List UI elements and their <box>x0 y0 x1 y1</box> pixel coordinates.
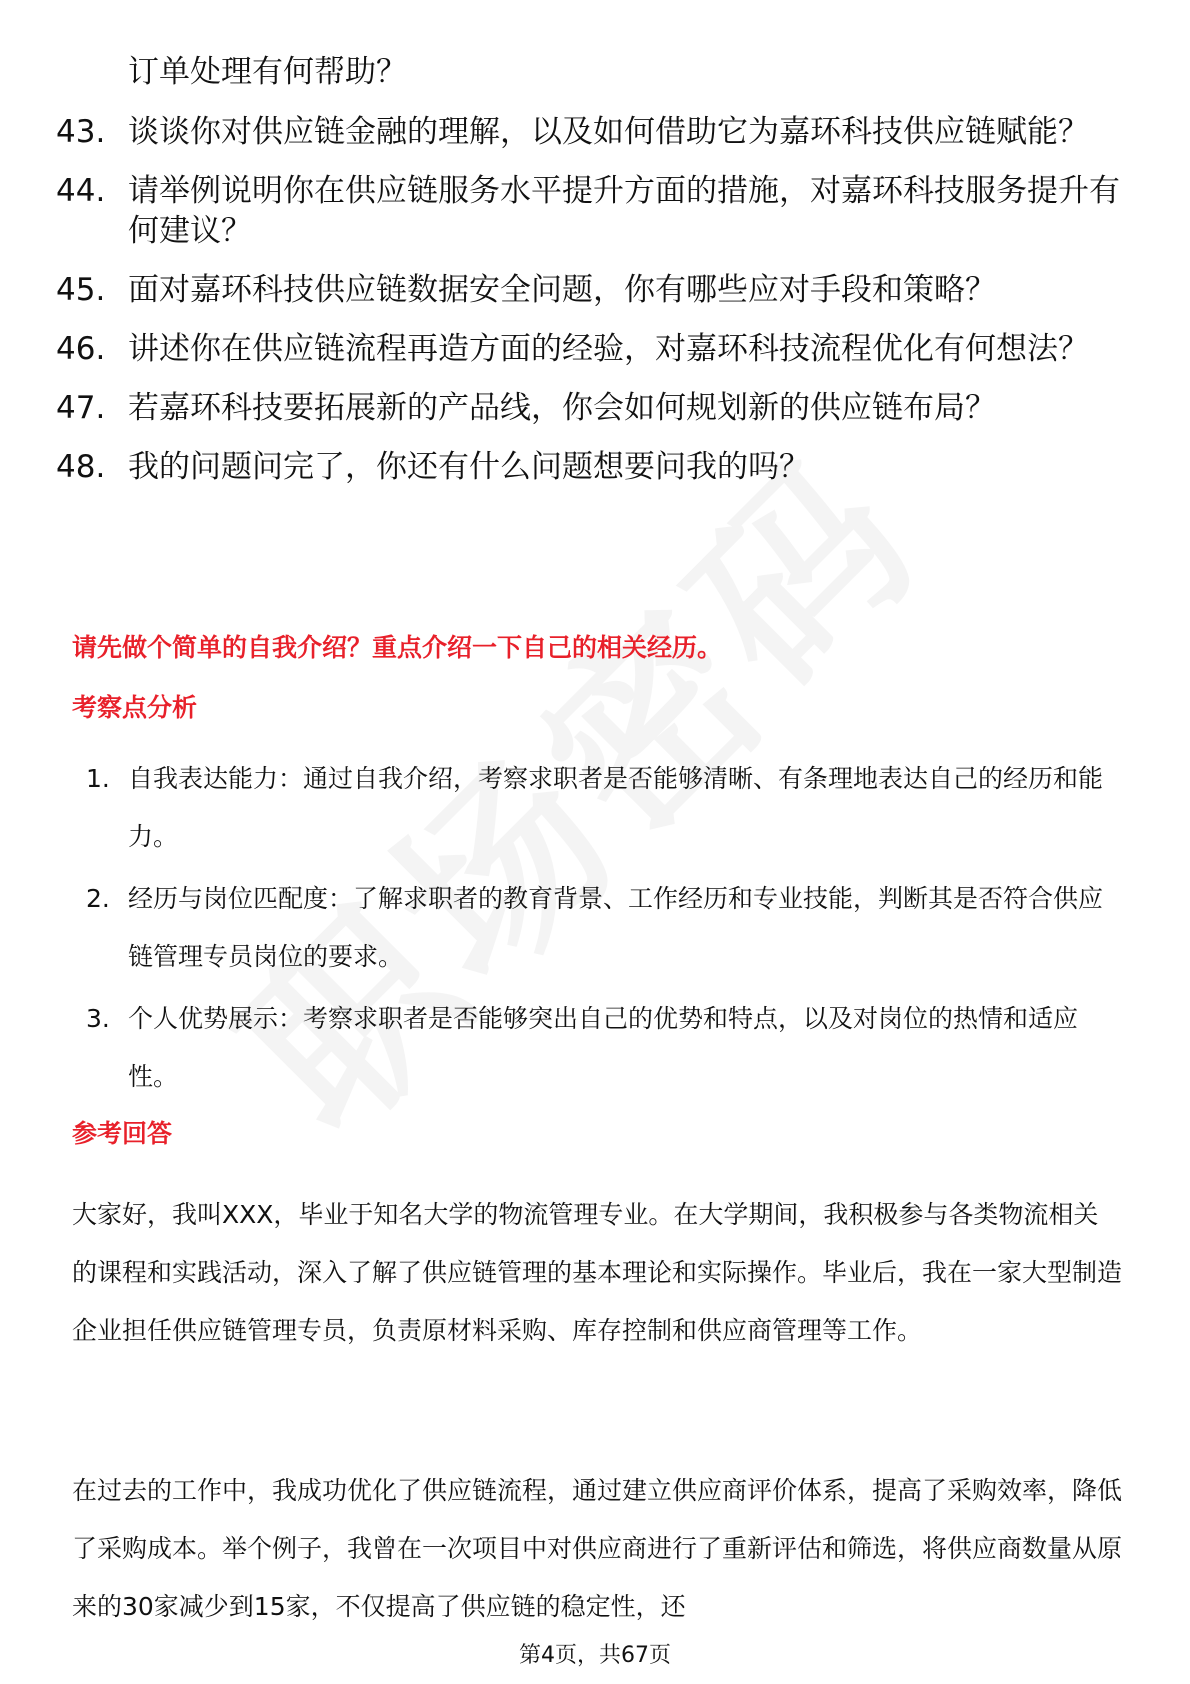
analysis-list <box>86 750 1116 1110</box>
analysis-item <box>86 990 1116 1106</box>
analysis-item <box>86 870 1116 986</box>
question-text: 谈谈你对供应链金融的理解，以及如何借助它为嘉环科技供应链赋能？ <box>128 114 1089 150</box>
section-question-heading: 请先做个简单的自我介绍？重点介绍一下自己的相关经历。 <box>72 633 723 662</box>
question-number: 47. <box>56 390 106 426</box>
question-number: 45. <box>56 272 106 308</box>
answer-paragraph: 大家好，我叫XXX，毕业于知名大学的物流管理专业。在大学期间，我积极参与各类物流相关的课程和实践活动，深入了解了供应链管理的基本理论和实际操作。毕业后，我在一家大型制造企业担任供应链管理专员，负责原材料采购、库存控制和供应商管理等工作。 <box>72 1200 1123 1345</box>
question-number: 46. <box>56 331 106 367</box>
analysis-heading: 考察点分析 <box>72 693 198 722</box>
question-text: 讲述你在供应链流程再造方面的经验，对嘉环科技流程优化有何想法？ <box>128 331 1089 367</box>
question-number: 43. <box>56 114 106 150</box>
answer-heading: 参考回答 <box>72 1119 173 1148</box>
page-footer: 第4页，共67页 <box>519 1643 671 1668</box>
question-item <box>56 447 1136 487</box>
analysis-item <box>86 750 1116 866</box>
question-number: 48. <box>56 449 106 485</box>
question-text: 我的问题问完了，你还有什么问题想要问我的吗？ <box>128 449 810 485</box>
question-text: 若嘉环科技要拓展新的产品线，你会如何规划新的供应链布局？ <box>128 390 996 426</box>
question-item <box>56 329 1136 369</box>
question-number: 44. <box>56 173 106 209</box>
analysis-text: 自我表达能力：通过自我介绍，考察求职者是否能够清晰、有条理地表达自己的经历和能力。 <box>128 764 1104 851</box>
question-text: 请举例说明你在供应链服务水平提升方面的措施，对嘉环科技服务提升有何建议？ <box>128 173 1120 249</box>
analysis-text: 经历与岗位匹配度：了解求职者的教育背景、工作经历和专业技能，判断其是否符合供应链管理专员岗位的要求。 <box>128 884 1104 971</box>
question-item <box>56 270 1136 310</box>
question-item <box>56 171 1136 251</box>
answer-paragraph: 在过去的工作中，我成功优化了供应链流程，通过建立供应商评价体系，提高了采购效率，降低了采购成本。举个例子，我曾在一次项目中对供应商进行了重新评估和筛选，将供应商数量从原来的30家减少到15家，不仅提高了供应链的稳定性，还 <box>72 1476 1123 1621</box>
question-list <box>56 112 1136 506</box>
question-item <box>56 388 1136 428</box>
analysis-text: 个人优势展示：考察求职者是否能够突出自己的优势和特点，以及对岗位的热情和适应性。 <box>128 1004 1079 1091</box>
analysis-number: 3. <box>86 1004 110 1033</box>
analysis-number: 1. <box>86 764 110 793</box>
question-continuation: 订单处理有何帮助？ <box>128 54 407 90</box>
question-item <box>56 112 1136 152</box>
analysis-number: 2. <box>86 884 110 913</box>
question-text: 面对嘉环科技供应链数据安全问题，你有哪些应对手段和策略？ <box>128 272 996 308</box>
